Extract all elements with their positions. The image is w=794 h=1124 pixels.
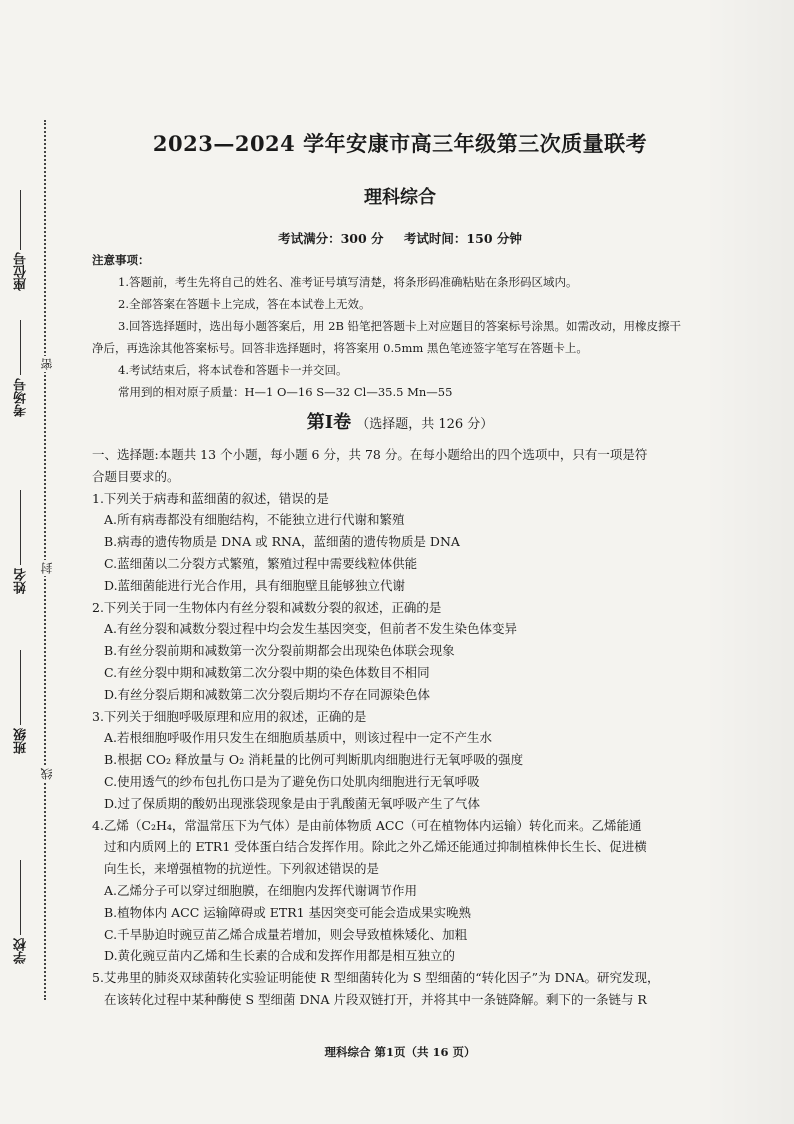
question-option: A.所有病毒都没有细胞结构，不能独立进行代谢和繁殖 <box>104 512 405 528</box>
question-stem: 4.乙烯（C₂H₄，常温常压下为气体）是由前体物质 ACC（可在植物体内运输）转化而来。乙烯能通 <box>92 817 642 833</box>
question-stem: 3.下列关于细胞呼吸原理和应用的叙述，正确的是 <box>92 708 367 724</box>
seal-char-xian: 线 <box>40 768 54 780</box>
question-stem-cont: 向生长，来增强植物的抗逆性。下列叙述错误的是 <box>104 861 380 877</box>
school-label: 学校 <box>14 938 29 964</box>
note-item: 1.答题前，考生先将自己的姓名、准考证号填写清楚，将条形码准确粘贴在条形码区域内。 <box>118 275 578 289</box>
exam-notes <box>92 249 702 403</box>
note-item: 净后，再选涂其他答案标号。回答非选择题时，将答案用 0.5mm 黑色笔迹签字笔写在答题卡上。 <box>92 341 588 355</box>
question-option: C.使用透气的纱布包扎伤口是为了避免伤口处肌肉细胞进行无氧呼吸 <box>104 773 480 789</box>
school-line <box>20 860 21 935</box>
question-stem-cont: 在该转化过程中某种酶使 S 型细菌 DNA 片段双链打开，并将其中一条链降解。剩下的一条链与 R <box>104 991 647 1007</box>
seal-char-mi: 密 <box>40 358 54 370</box>
note-item: 2.全部答案在答题卡上完成，答在本试卷上无效。 <box>118 297 371 311</box>
seat-number-line <box>20 190 21 250</box>
question-option: B.病毒的遗传物质是 DNA 或 RNA，蓝细菌的遗传物质是 DNA <box>104 534 460 550</box>
instructions-line: 一、选择题:本题共 13 个小题，每小题 6 分，共 78 分。在每小题给出的四个选项中，只有一项是符 <box>92 447 648 462</box>
notes-heading: 注意事项： <box>92 253 150 267</box>
seat-number-label: 座位号 <box>14 252 29 291</box>
question-stem-cont: 过和内质网上的 ETR1 受体蛋白结合发挥作用。除此之外乙烯还能通过抑制植株伸长生长、促进横 <box>104 839 647 855</box>
question-stem: 2.下列关于同一生物体内有丝分裂和减数分裂的叙述，正确的是 <box>92 599 442 615</box>
section-name: 第Ⅰ卷 <box>306 412 352 433</box>
question-option: D.蓝细菌能进行光合作用，具有细胞壁且能够独立代谢 <box>104 577 406 593</box>
question-stem: 1.下列关于病毒和蓝细菌的叙述，错误的是 <box>92 490 329 506</box>
exam-room-line <box>20 320 21 375</box>
question-option: A.乙烯分子可以穿过细胞膜，在细胞内发挥代谢调节作用 <box>104 882 418 898</box>
page-footer: 理科综合 第1页（共 16 页） <box>324 1045 476 1059</box>
question-list <box>92 444 702 1011</box>
seal-char-feng: 封 <box>40 562 54 574</box>
name-label: 姓名 <box>14 568 29 594</box>
name-line <box>20 490 21 565</box>
exam-time: 考试时间：150 分钟 <box>403 231 522 246</box>
question-option: D.有丝分裂后期和减数第二次分裂后期均不存在同源染色体 <box>104 686 431 702</box>
question-option: D.黄化豌豆苗内乙烯和生长素的合成和发挥作用都是相互独立的 <box>104 948 456 964</box>
instructions-line: 合题目要求的。 <box>92 468 180 484</box>
exam-room-label: 考场号 <box>14 378 29 417</box>
exam-meta <box>80 229 720 247</box>
class-label: 班级 <box>14 728 29 754</box>
page-shadow <box>704 0 794 1124</box>
question-option: A.若根细胞呼吸作用只发生在细胞质基质中，则该过程中一定不产生水 <box>104 730 493 746</box>
question-option: B.植物体内 ACC 运输障碍或 ETR1 基因突变可能会造成果实晚熟 <box>104 904 472 920</box>
question-option: A.有丝分裂和减数分裂过程中均会发生基因突变，但前者不发生染色体变异 <box>104 621 518 637</box>
full-score: 考试满分：300 分 <box>278 231 384 246</box>
atomic-masses: 常用到的相对原子质量：H—1 O—16 S—32 Cl—35.5 Mn—55 <box>118 385 453 399</box>
question-option: B.有丝分裂前期和减数第一次分裂前期都会出现染色体联会现象 <box>104 643 455 659</box>
exam-subject: 理科综合 <box>364 187 436 208</box>
exam-title: 2023—2024 学年安康市高三年级第三次质量联考 <box>152 131 648 156</box>
question-option: C.有丝分裂中期和减数第二次分裂中期的染色体数目不相同 <box>104 664 430 680</box>
class-line <box>20 650 21 725</box>
note-item: 4.考试结束后，将本试卷和答题卡一并交回。 <box>118 363 348 377</box>
note-item: 3.回答选择题时，选出每小题答案后，用 2B 铅笔把答题卡上对应题目的答案标号涂黑。如需改动，用橡皮擦干 <box>118 319 682 333</box>
section-title <box>80 408 720 434</box>
section-note: （选择题，共 126 分） <box>356 417 494 432</box>
question-option: C.千旱胁迫时豌豆苗乙烯合成量若增加，则会导致植株矮化、加粗 <box>104 926 468 942</box>
binding-margin <box>0 0 72 1124</box>
question-option: C.蓝细菌以二分裂方式繁殖，繁殖过程中需要线粒体供能 <box>104 555 418 571</box>
question-option: D.过了保质期的酸奶出现涨袋现象是由于乳酸菌无氧呼吸产生了气体 <box>104 795 481 811</box>
question-stem: 5.艾弗里的肺炎双球菌转化实验证明能使 R 型细菌转化为 S 型细菌的“转化因子”为 DNA。研究发现， <box>92 970 660 986</box>
question-option: B.根据 CO₂ 释放量与 O₂ 消耗量的比例可判断肌肉细胞进行无氧呼吸的强度 <box>104 752 524 768</box>
